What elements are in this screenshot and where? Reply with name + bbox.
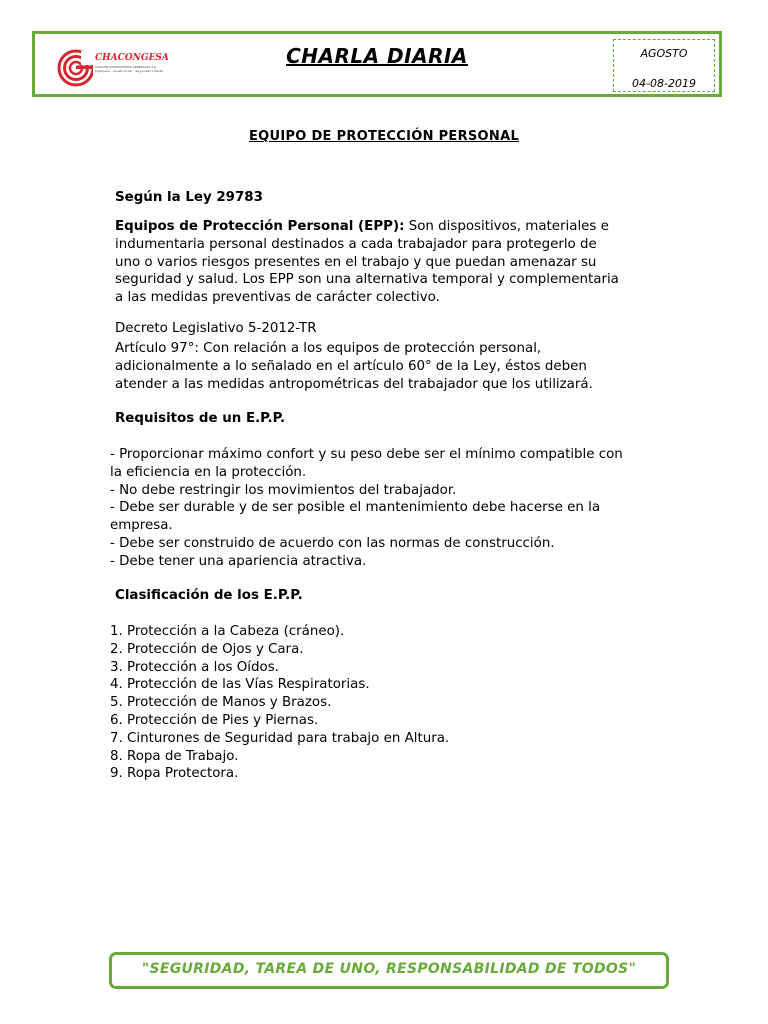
epp-definition-text: Son dispositivos, materiales e [404, 219, 609, 234]
classification-heading: Clasificación de los E.P.P. [115, 588, 303, 603]
requirement-line: - Debe ser durable y de ser posible el mantenimiento debe hacerse en la [110, 500, 601, 516]
date-value: 04-08-2019 [632, 77, 696, 90]
epp-definition-line-1 [115, 218, 619, 236]
requirements-heading: Requisitos de un E.P.P. [115, 411, 286, 426]
date-month: AGOSTO [640, 47, 688, 60]
classification-item: 5. Protección de Manos y Brazos. [110, 695, 332, 711]
requirements-list [110, 446, 623, 571]
epp-definition-line-3: uno o varios riesgos presentes en el trabajo y que puedan amenazar su [115, 254, 597, 270]
classification-item: 1. Protección a la Cabeza (cráneo). [110, 624, 345, 639]
requirement-line: - Proporcionar máximo confort y su peso debe ser el mínimo compatible con [110, 447, 623, 462]
article-line-2: adicionalmente a lo señalado en el artículo 60° de la Ley, éstos deben [115, 358, 587, 374]
header-box [32, 31, 722, 97]
requirement-line: la eficiencia en la protección. [110, 464, 307, 480]
classification-item: 3. Protección a los Oídos. [110, 659, 279, 675]
requirement-line: empresa. [110, 518, 173, 534]
epp-term: Equipos de Protección Personal (EPP): [115, 219, 405, 234]
law-heading: Según la Ley 29783 [115, 190, 263, 205]
date-box [613, 39, 715, 92]
decree-text: Decreto Legislativo 5-2012-TR [115, 321, 317, 336]
article-line-1: Artículo 97°: Con relación a los equipos de protección personal, [115, 341, 542, 356]
epp-definition [115, 218, 619, 307]
classification-item: 6. Protección de Pies y Piernas. [110, 712, 319, 728]
epp-definition-line-2: indumentaria personal destinados a cada trabajador para protegerlo de [115, 236, 597, 252]
footer-slogan: "SEGURIDAD, TAREA DE UNO, RESPONSABILIDAD DE TODOS" [141, 961, 637, 977]
section-title: EQUIPO DE PROTECCIÓN PERSONAL [248, 129, 520, 144]
epp-definition-line-4: seguridad y salud. Los EPP son una alternativa temporal y complementaria [115, 272, 619, 288]
classification-list [110, 623, 449, 783]
article-line-3: atender a las medidas antropométricas del trabajador que los utilizará. [115, 376, 593, 392]
logo-subtitle-line-2: Ingeniería · Construcción · Seguridad y Medio [95, 69, 164, 73]
epp-definition-line-5: a las medidas preventivas de carácter colectivo. [115, 290, 440, 306]
logo-name: CHACONGESA [95, 53, 169, 63]
requirement-line: - No debe restringir los movimientos del trabajador. [110, 482, 457, 498]
classification-item: 2. Protección de Ojos y Cara. [110, 641, 304, 657]
requirement-line: - Debe ser construido de acuerdo con las normas de construcción. [110, 535, 555, 551]
footer-slogan-box [109, 952, 669, 989]
classification-item: 9. Ropa Protectora. [110, 766, 239, 782]
classification-item: 8. Ropa de Trabajo. [110, 748, 239, 764]
classification-item: 7. Cinturones de Seguridad para trabajo en Altura. [110, 730, 450, 746]
requirement-line: - Debe tener una apariencia atractiva. [110, 553, 367, 569]
article-text [115, 340, 593, 393]
logo-subtitle-line-1: CHACÓN CONTRATISTAS GENERALES S.A. [95, 65, 158, 69]
document-title: CHARLA DIARIA [286, 44, 468, 68]
classification-item: 4. Protección de las Vías Respiratorias. [110, 677, 370, 693]
